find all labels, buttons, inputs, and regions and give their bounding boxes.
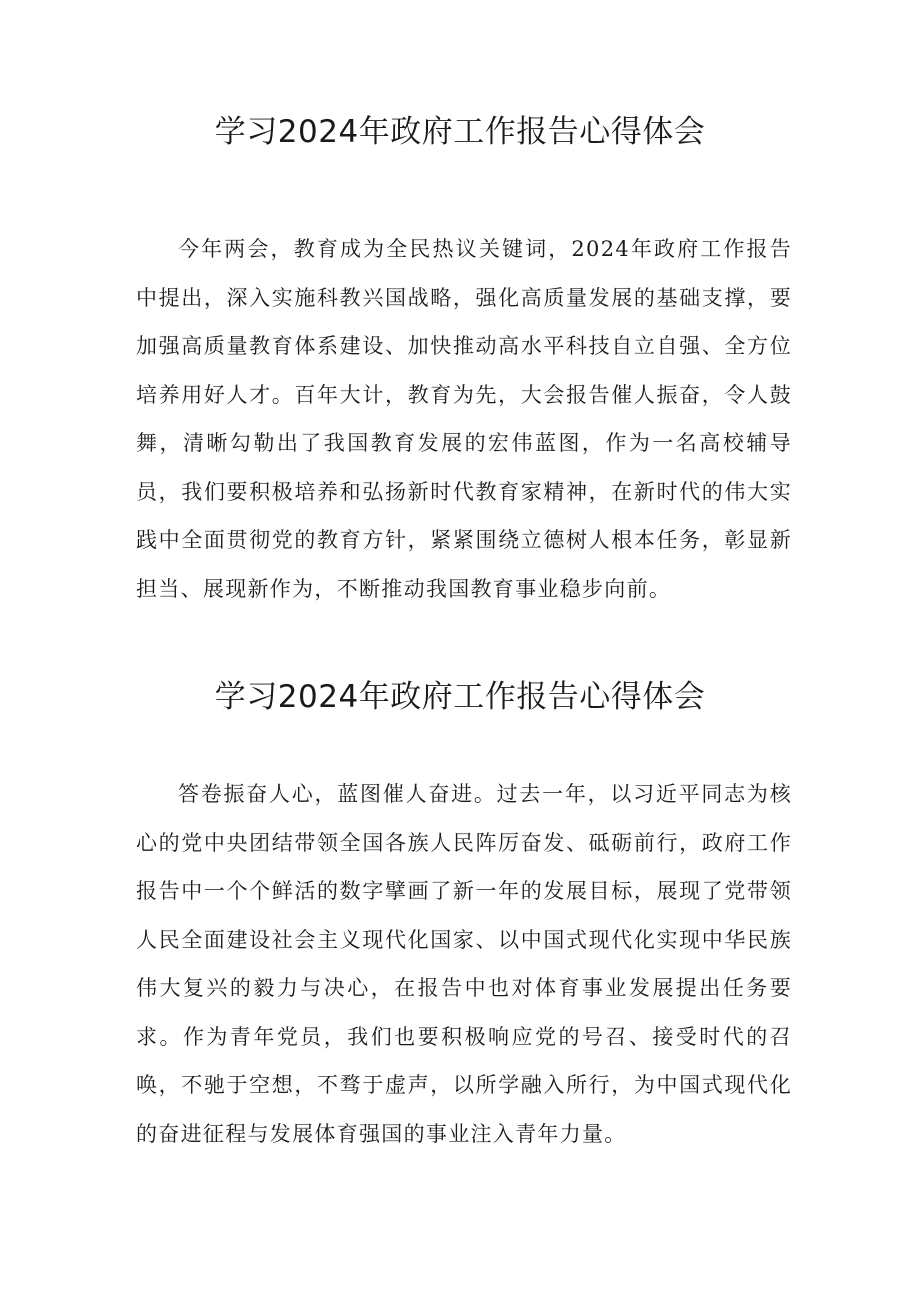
section-paragraph: 答卷振奋人心，蓝图催人奋进。过去一年，以习近平同志为核心的党中央团结带领全国各族人民阵厉奋发、砥砺前行，政府工作报告中一个个鲜活的数字擘画了新一年的发展目标，展现了党带领人民全面建设社会主义现代化国家、以中国式现代化实现中华民族伟大复兴的毅力与决心，在报告中也对体育事业发展提出任务要求。作为青年党员，我们也要积极响应党的号召、接受时代的召唤，不驰于空想，不骛于虚声，以所学融入所行，为中国式现代化的奋进征程与发展体育强国的事业注入青年力量。 bbox=[136, 782, 792, 1146]
section-title: 学习2024年政府工作报告心得体会 bbox=[214, 114, 706, 150]
section-title: 学习2024年政府工作报告心得体会 bbox=[214, 679, 706, 715]
section-paragraph: 今年两会，教育成为全民热议关键词，2024年政府工作报告中提出，深入实施科教兴国战略，强化高质量发展的基础支撑，要加强高质量教育体系建设、加快推动高水平科技自立自强、全方位培养用好人才。百年大计，教育为先，大会报告催人振奋，令人鼓舞，清晰勾勒出了我国教育发展的宏伟蓝图，作为一名高校辅导员，我们要积极培养和弘扬新时代教育家精神，在新时代的伟大实践中全面贯彻党的教育方针，紧紧围绕立德树人根本任务，彰显新担当、展现新作为，不断推动我国教育事业稳步向前。 bbox=[136, 237, 792, 601]
